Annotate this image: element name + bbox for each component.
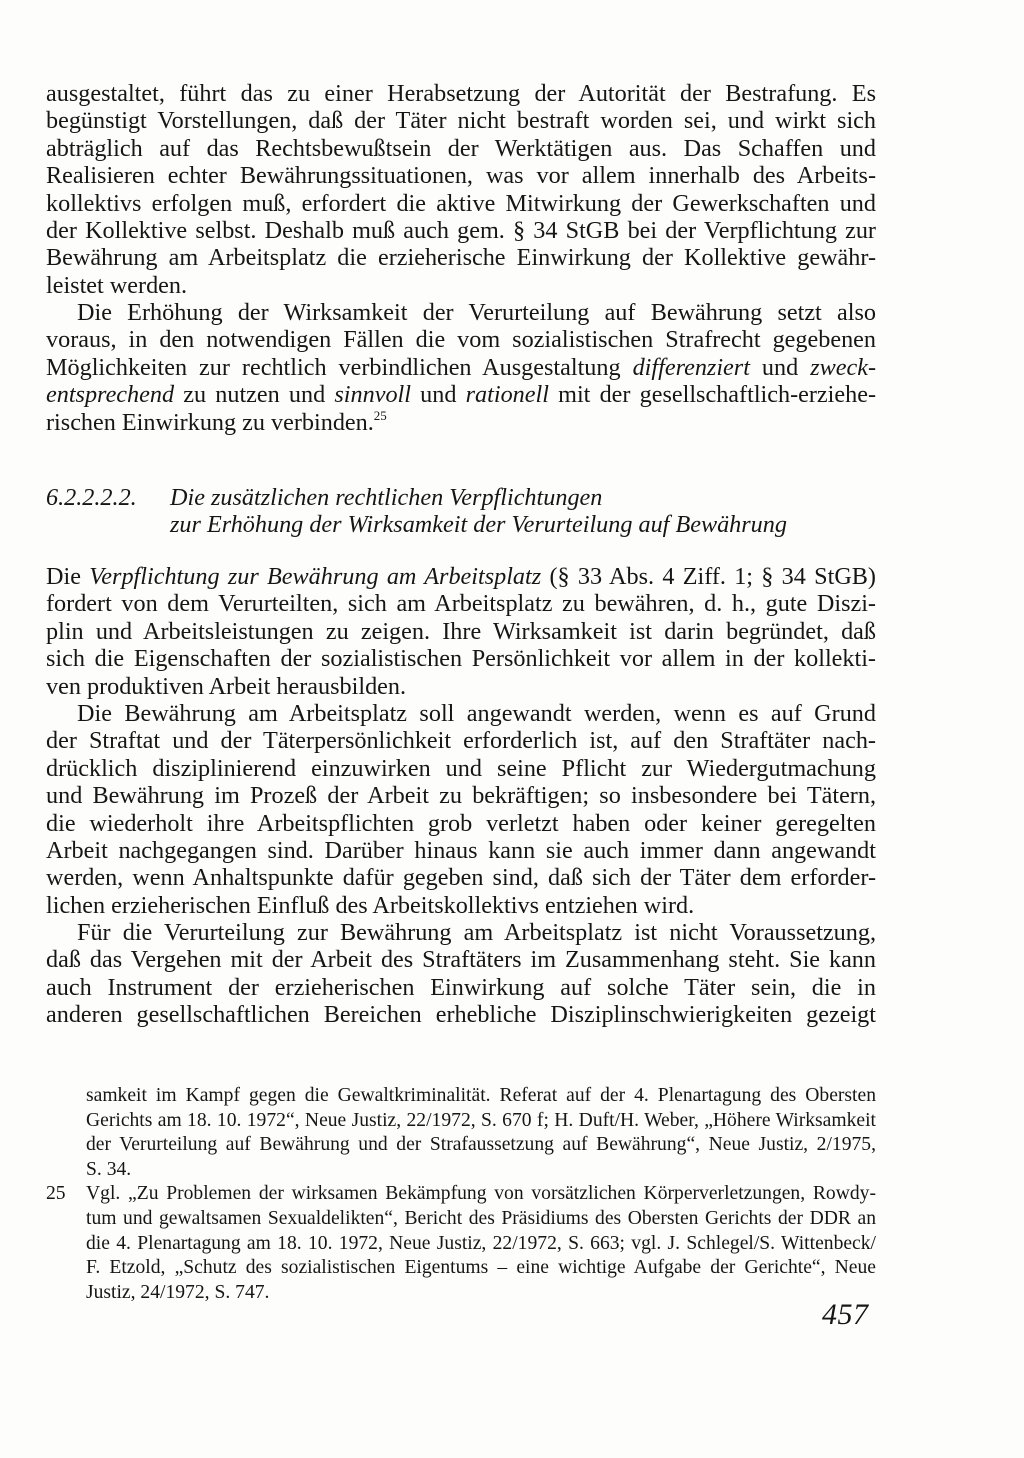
text-line: Realisieren echter Bewährungssituationen, was vor allem innerhalb des Arbeits- — [46, 162, 876, 190]
text-line: leistet werden. — [46, 271, 188, 299]
text-line: auch Instrument der erzieherischen Einwirkung auf solche Täter sein, die in — [46, 973, 876, 1001]
footnote-line: der Verurteilung auf Bewährung und der Strafaussetzung auf Bewährung“, Neue Justiz, 2/1975, — [86, 1134, 876, 1156]
emphasis-text: sinnvoll — [334, 381, 411, 409]
footnote-line: tum und gewaltsamen Sexualdelikten“, Bericht des Präsidiums des Obersten Gerichts der DDR an — [86, 1207, 876, 1229]
paragraph-4 — [46, 700, 876, 919]
text-line: ausgestaltet, führt das zu einer Herabsetzung der Autorität der Bestrafung. Es — [46, 80, 876, 107]
text-line — [46, 409, 876, 436]
text-line: der Straftat und der Täterpersönlichkeit erforderlich ist, auf den Straftäter nach- — [46, 727, 876, 755]
text-line: der Kollektive selbst. Deshalb muß auch gem. § 34 StGB bei der Verpflichtung zur — [46, 217, 876, 245]
emphasis-text: zweck- — [810, 353, 877, 381]
text-line: voraus, in den notwendigen Fällen die vom sozialistischen Strafrecht gegebenen — [46, 326, 876, 354]
footnotes — [46, 1084, 876, 1305]
footnote-line — [46, 1182, 876, 1207]
footnote-number: 25 — [46, 1183, 66, 1205]
text-line: Die Bewährung am Arbeitsplatz soll angewandt werden, wenn es auf Grund — [77, 700, 876, 727]
text-run: Die — [46, 563, 90, 590]
footnote-line: S. 34. — [86, 1158, 132, 1180]
page-number: 457 — [822, 1298, 869, 1331]
text-line: begünstigt Vorstellungen, daß der Täter nicht bestraft worden sei, und wirkt sich — [46, 107, 876, 135]
heading-line — [46, 484, 876, 511]
text-line: fordert von dem Verurteilten, sich am Arbeitsplatz zu bewähren, d. h., gute Diszi- — [46, 590, 876, 618]
text-run: mit der gesellschaftlich-erziehe- — [548, 381, 877, 409]
emphasis-text: Verpflichtung zur Bewährung am Arbeitsplatz — [89, 563, 542, 590]
text-line: anderen gesellschaftlichen Bereichen erhebliche Disziplinschwierigkeiten gezeigt — [46, 1001, 876, 1029]
text-line — [46, 354, 876, 381]
footnote-line: samkeit im Kampf gegen die Gewaltkriminalität. Referat auf der 4. Plenartagung des Obersten — [86, 1085, 876, 1106]
footnote-line: Justiz, 24/1972, S. 747. — [86, 1281, 270, 1303]
text-line: werden, wenn Anhaltspunkte dafür gegeben sind, daß sich der Täter dem erforder- — [46, 864, 876, 892]
text-line: Arbeit nachgegangen sind. Darüber hinaus kann sie auch immer dann angewandt — [46, 837, 876, 865]
text-line: die wiederholt ihre Arbeitspflichten grob verletzt haben oder keiner geregelten — [46, 809, 876, 837]
footnote-text: Vgl. „Zu Problemen der wirksamen Bekämpfung von vorsätzlichen Körperverletzungen, Rowdy- — [86, 1183, 876, 1205]
footnote-25 — [46, 1182, 876, 1305]
text-line: plin und Arbeitsleistungen zu zeigen. Ihre Wirksamkeit ist darin begründet, daß — [46, 617, 876, 645]
footnote-continuation — [46, 1084, 876, 1182]
text-line: sich die Eigenschaften der sozialistischen Persönlichkeit vor allem in der kollekti- — [46, 645, 876, 673]
section-heading — [46, 484, 876, 539]
text-line: abträglich auf das Rechtsbewußtsein der Werktätigen aus. Das Schaffen und — [46, 134, 876, 162]
text-line: lichen erzieherischen Einfluß des Arbeitskollektivs entziehen wird. — [46, 891, 695, 919]
emphasis-text: entsprechend — [46, 381, 175, 409]
paragraph-5 — [46, 919, 876, 1029]
text-line: Die Erhöhung der Wirksamkeit der Verurteilung auf Bewährung setzt also — [77, 299, 876, 326]
text-run: rischen Einwirkung zu verbinden. — [46, 408, 374, 436]
text-run: (§ 33 Abs. 4 Ziff. 1; § 34 StGB) — [541, 563, 876, 590]
text-run: und — [410, 381, 466, 409]
text-line: drücklich disziplinierend einzuwirken und seine Pflicht zur Wiedergutmachung — [46, 754, 876, 782]
text-line: ven produktiven Arbeit herausbilden. — [46, 672, 407, 700]
heading-text: Die zusätzlichen rechtlichen Verpflichtungen — [170, 484, 603, 511]
footnote-reference[interactable]: 25 — [373, 407, 387, 423]
text-line: daß das Vergehen mit der Arbeit des Straftäters im Zusammenhang steht. Sie kann — [46, 946, 876, 974]
text-run: Möglichkeiten zur rechtlich verbindlichen Ausgestaltung — [46, 353, 633, 381]
section-number: 6.2.2.2.2. — [46, 484, 137, 511]
paragraph-2 — [46, 299, 876, 436]
text-line — [46, 381, 876, 408]
text-line: kollektivs erfolgen muß, erfordert die aktive Mitwirkung der Gewerkschaften und — [46, 189, 876, 217]
text-run: zu nutzen und — [174, 381, 335, 409]
emphasis-text: differenziert — [632, 353, 750, 381]
heading-line: zur Erhöhung der Wirksamkeit der Verurteilung auf Bewährung — [170, 511, 787, 539]
paragraph-3 — [46, 563, 876, 700]
footnote-line: die 4. Plenartagung am 18. 10. 1972, Neue Justiz, 22/1972, S. 663; vgl. J. Schlegel/S. Wittenbeck/ — [86, 1232, 876, 1254]
text-line — [46, 563, 876, 590]
text-run: und — [749, 353, 811, 381]
text-line: Bewährung am Arbeitsplatz die erzieherische Einwirkung der Kollektive gewähr- — [46, 244, 876, 272]
footnote-line: Gerichts am 18. 10. 1972“, Neue Justiz, 22/1972, S. 670 f; H. Duft/H. Weber, „Höhere Wirksamkeit — [86, 1109, 876, 1131]
paragraph-1 — [46, 80, 876, 299]
emphasis-text: rationell — [465, 381, 549, 409]
text-line: und Bewährung im Prozeß der Arbeit zu bekräftigen; so insbesondere bei Tätern, — [46, 782, 876, 810]
footnote-line: F. Etzold, „Schutz des sozialistischen Eigentums – eine wichtige Aufgabe der Gerichte“, Neue — [86, 1257, 876, 1279]
text-line: Für die Verurteilung zur Bewährung am Arbeitsplatz ist nicht Voraussetzung, — [77, 919, 876, 946]
